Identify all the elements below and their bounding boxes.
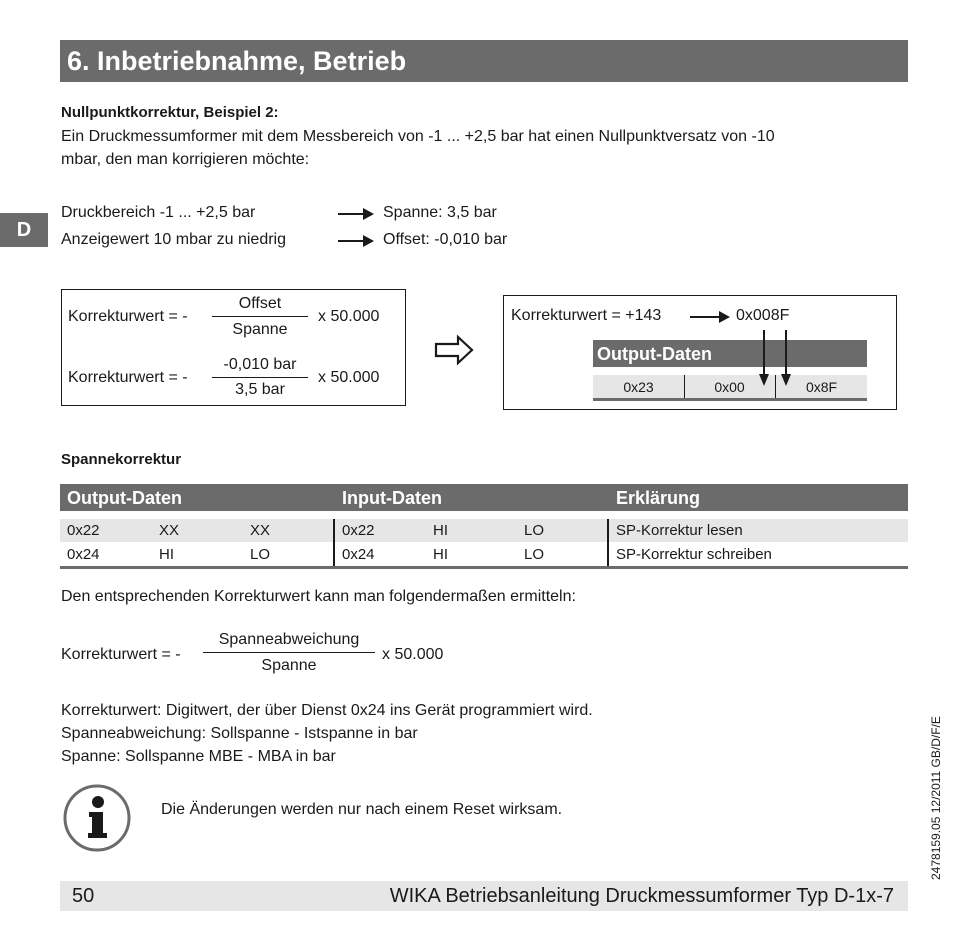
table-cell: SP-Korrektur schreiben [616,546,772,563]
language-tab[interactable]: D [0,213,48,247]
table-cell: LO [524,522,545,539]
table-cell: HI [433,546,448,563]
fraction-line [212,316,308,317]
determination-numerator: Spanneabweichung [218,631,360,648]
note-text: Die Änderungen werden nur nach einem Reset wirksam. [161,801,563,818]
result-hex: 0x008F [736,307,790,324]
info-icon [61,783,133,853]
arrow-down-icon [755,330,795,390]
span-table-header [60,484,908,511]
mapping-left-1: Druckbereich -1 ... +2,5 bar [61,204,256,221]
table-cell: HI [159,546,174,563]
fraction-line [212,377,308,378]
table-cell: XX [250,522,271,539]
table-cell: LO [524,546,545,563]
table-row [60,543,908,566]
page-number: 50 [72,885,95,907]
formula-denominator-1: Spanne [232,321,288,338]
formula-label-1: Korrekturwert = - [68,308,188,325]
formula-label-2: Korrekturwert = - [68,369,188,386]
fraction-line [203,652,375,653]
table-cell: 0x22 [67,522,100,539]
definition-line: Spanneabweichung: Sollspanne - Istspanne in bar [61,725,418,742]
formula-multiplier-1: x 50.000 [318,308,380,325]
arrow-right-icon [338,240,372,242]
table-row [60,519,908,542]
output-data-title: Output-Daten [597,344,712,364]
table-cell: 0x24 [67,546,100,563]
mapping-left-2: Anzeigewert 10 mbar zu niedrig [61,231,287,248]
header-output-data: Output-Daten [67,488,182,508]
formula-numerator-2: -0,010 bar [223,356,297,373]
determination-label: Korrekturwert = - [61,646,181,663]
example-text-line1: Ein Druckmessumformer mit dem Messbereich von -1 ... +2,5 bar hat einen Nullpunktversatz von -10 [61,128,775,145]
arrow-right-icon [690,316,728,318]
mapping-right-2: Offset: -0,010 bar [383,231,508,248]
table-underline [60,566,908,569]
output-cell-3: 0x8F [805,379,838,395]
definition-line: Korrekturwert: Digitwert, der über Dienst 0x24 ins Gerät programmiert wird. [61,702,593,719]
determination-denominator: Spanne [261,657,317,674]
table-cell: 0x22 [342,522,375,539]
footer-title: WIKA Betriebsanleitung Druckmessumformer Typ D-1x-7 [389,885,894,907]
formula-numerator-1: Offset [238,295,282,312]
output-cell-2: 0x00 [714,379,745,395]
table-cell: 0x24 [342,546,375,563]
table-cell: LO [250,546,271,563]
determination-intro: Den entsprechenden Korrekturwert kann man folgendermaßen ermitteln: [61,588,576,605]
determination-multiplier: x 50.000 [382,646,444,663]
header-input-data: Input-Daten [342,488,442,508]
table-cell: SP-Korrektur lesen [616,522,743,539]
output-cell-1: 0x23 [623,379,654,395]
arrow-right-icon [338,213,372,215]
table-cell: HI [433,522,448,539]
example-text-line2: mbar, den man korrigieren möchte: [61,151,310,168]
table-cell: XX [159,522,180,539]
header-explanation: Erklärung [616,488,701,508]
example-heading: Nullpunktkorrektur, Beispiel 2: [61,104,279,121]
hollow-arrow-icon [434,334,476,366]
mapping-right-1: Spanne: 3,5 bar [383,204,497,221]
formula-multiplier-2: x 50.000 [318,369,380,386]
document-code [917,690,941,880]
column-divider [607,519,609,566]
definition-line: Spanne: Sollspanne MBE - MBA in bar [61,748,336,765]
column-divider [333,519,335,566]
section-title: 6. Inbetriebnahme, Betrieb [67,46,407,76]
span-heading: Spannekorrektur [61,451,182,468]
row-underline [593,398,867,401]
document-code-text: 2478159.05 12/2011 GB/D/F/E [929,716,943,880]
formula-denominator-2: 3,5 bar [235,381,285,398]
result-text: Korrekturwert = +143 [511,307,662,324]
